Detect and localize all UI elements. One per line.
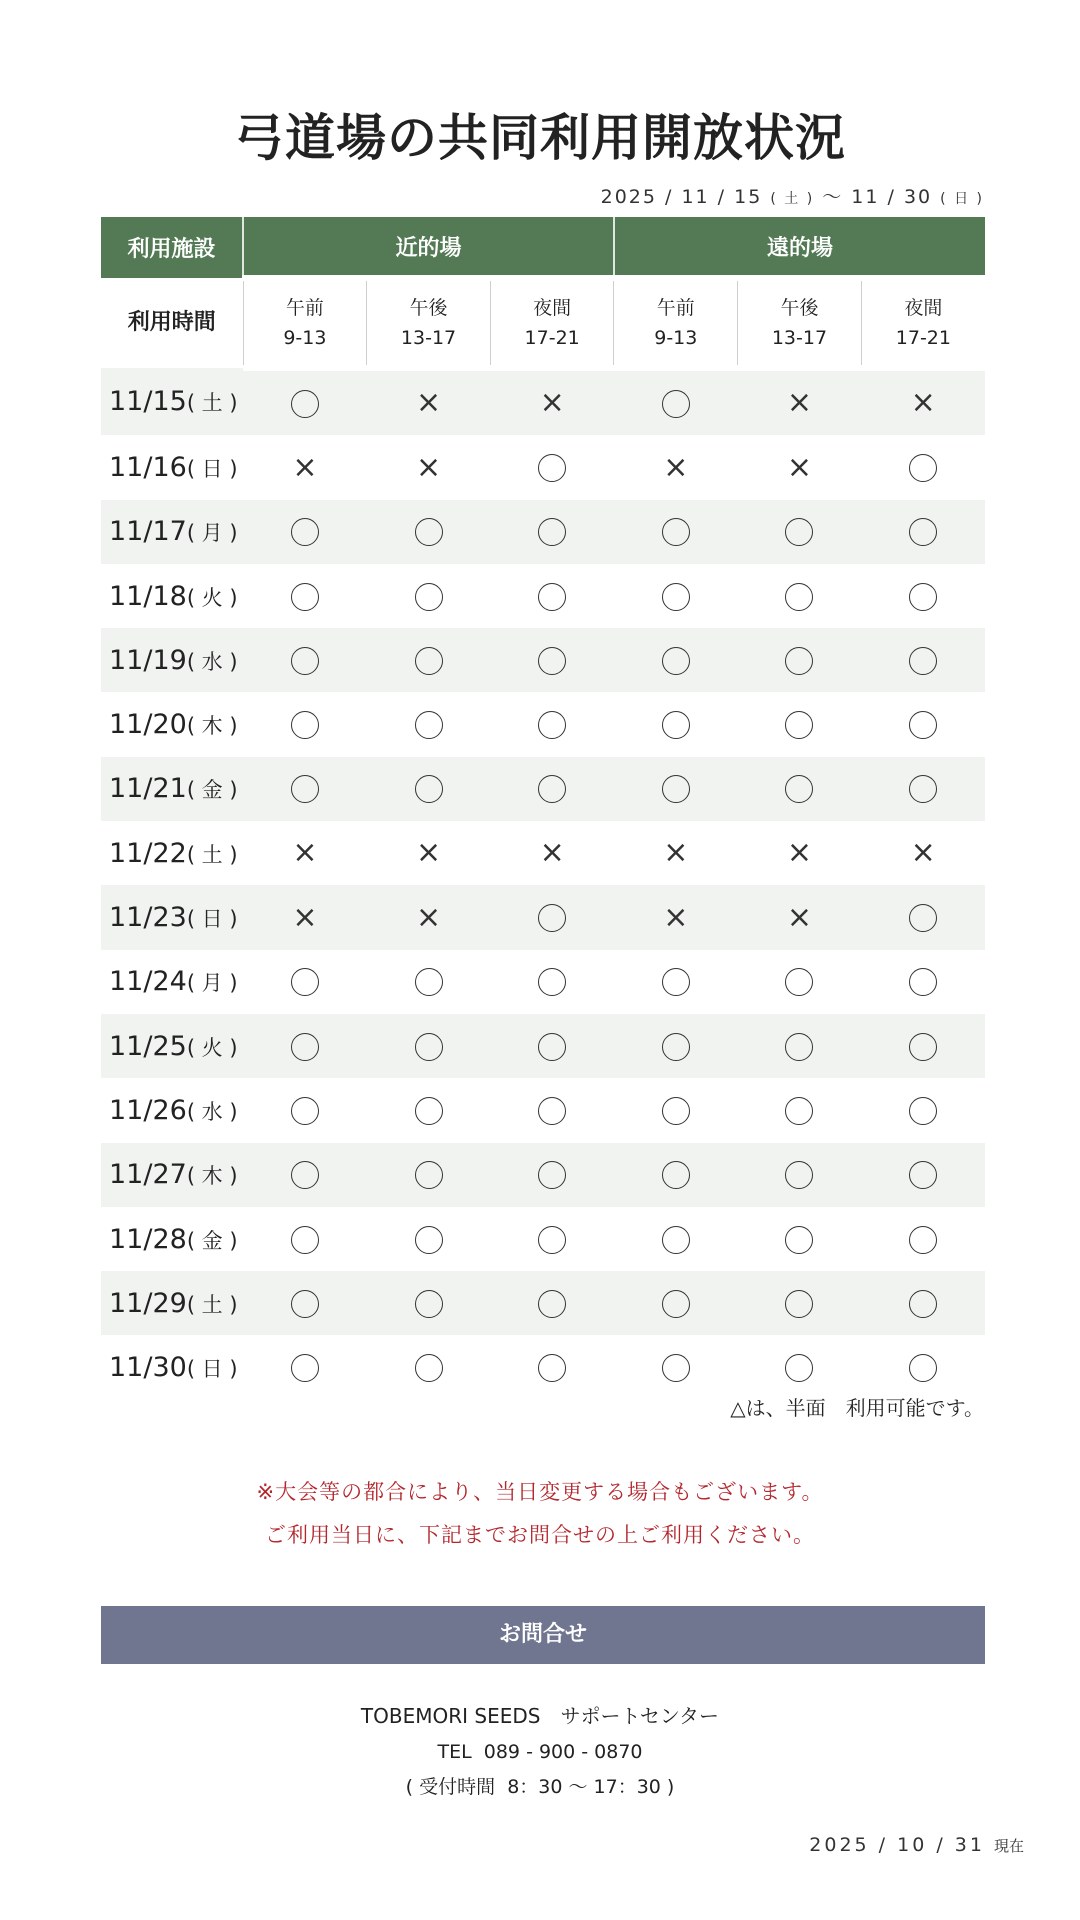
- availability-cell: [367, 435, 491, 499]
- available-mark: [291, 968, 319, 996]
- availability-cell: [861, 692, 985, 756]
- table-row: [101, 1271, 985, 1335]
- row-date: [101, 821, 243, 885]
- available-mark: [291, 583, 319, 611]
- available-mark: [909, 1226, 937, 1254]
- period-end: 11 / 30: [851, 186, 933, 208]
- available-mark: [415, 1097, 443, 1125]
- availability-cell: [490, 628, 614, 692]
- facility-header-row: [101, 217, 985, 278]
- availability-rows: [101, 368, 985, 1400]
- row-weekday: ( 金 ): [186, 1228, 238, 1253]
- available-mark: [909, 711, 937, 739]
- availability-cell: [738, 950, 862, 1014]
- availability-cell: [614, 757, 738, 821]
- availability-cell: [738, 1078, 862, 1142]
- available-mark: [662, 390, 690, 418]
- availability-cell: [490, 1335, 614, 1399]
- row-date-value: 11/29: [109, 1287, 187, 1319]
- row-date-value: 11/18: [109, 580, 187, 612]
- available-mark: [538, 1097, 566, 1125]
- available-mark: [785, 1097, 813, 1125]
- availability-cell: [490, 435, 614, 499]
- slot-hours: 9-13: [283, 327, 327, 349]
- availability-cell: [490, 757, 614, 821]
- available-mark: [415, 775, 443, 803]
- available-mark: [785, 647, 813, 675]
- table-row: [101, 1207, 985, 1271]
- availability-cell: [614, 1143, 738, 1207]
- row-weekday: ( 月 ): [186, 971, 238, 996]
- availability-cell: [490, 564, 614, 628]
- availability-cell: [861, 950, 985, 1014]
- availability-cell: [243, 564, 367, 628]
- row-date: [101, 1335, 243, 1399]
- available-mark: [291, 647, 319, 675]
- available-mark: [538, 775, 566, 803]
- available-mark: [415, 1226, 443, 1254]
- available-mark: [909, 518, 937, 546]
- availability-cell: [367, 692, 491, 756]
- availability-cell: [367, 1078, 491, 1142]
- availability-table: [101, 217, 985, 1400]
- available-mark: [538, 1033, 566, 1061]
- slot-header: [367, 278, 491, 368]
- half-court-note: △は、半面 利用可能です。: [730, 1396, 984, 1420]
- availability-cell: [614, 564, 738, 628]
- availability-cell: [243, 1335, 367, 1399]
- row-weekday: ( 水 ): [186, 649, 238, 674]
- row-date: [101, 692, 243, 756]
- availability-cell: [490, 950, 614, 1014]
- table-row: [101, 1143, 985, 1207]
- availability-cell: [738, 564, 862, 628]
- available-mark: [291, 518, 319, 546]
- available-mark: [662, 775, 690, 803]
- row-weekday: ( 木 ): [186, 1164, 238, 1189]
- availability-cell: [367, 885, 491, 949]
- slot-header: [738, 278, 862, 368]
- row-date-value: 11/20: [109, 709, 187, 741]
- period-tilde: 〜: [822, 186, 844, 208]
- available-mark: [909, 454, 937, 482]
- slot-header: [614, 278, 738, 368]
- available-mark: [785, 968, 813, 996]
- available-mark: [538, 711, 566, 739]
- available-mark: [415, 711, 443, 739]
- available-mark: [538, 968, 566, 996]
- availability-cell: [367, 628, 491, 692]
- row-date-value: 11/21: [109, 773, 187, 805]
- time-label: 利用時間: [101, 278, 243, 368]
- available-mark: [662, 1097, 690, 1125]
- row-date: [101, 757, 243, 821]
- contact-heading: お問合せ: [101, 1606, 985, 1664]
- unavailable-mark: ×: [786, 449, 813, 485]
- warning-line-1: ※大会等の都合により、当日変更する場合もございます。: [256, 1480, 824, 1504]
- availability-cell: [367, 950, 491, 1014]
- available-mark: [662, 968, 690, 996]
- availability-cell: [243, 821, 367, 885]
- row-date-value: 11/16: [109, 451, 187, 483]
- period-range: [601, 182, 984, 209]
- page-title: 弓道場の共同利用開放状況: [234, 109, 846, 167]
- availability-cell: [738, 1335, 862, 1399]
- available-mark: [662, 1226, 690, 1254]
- available-mark: [415, 1161, 443, 1189]
- availability-cell: [490, 1207, 614, 1271]
- available-mark: [538, 518, 566, 546]
- unavailable-mark: ×: [292, 835, 318, 871]
- available-mark: [538, 1354, 566, 1382]
- availability-cell: [243, 757, 367, 821]
- availability-cell: [614, 628, 738, 692]
- available-mark: [662, 583, 690, 611]
- availability-cell: [243, 885, 367, 949]
- table-row: [101, 1014, 985, 1078]
- unavailable-mark: ×: [539, 385, 565, 421]
- table-row: [101, 1078, 985, 1142]
- slot-hours: 17-21: [895, 327, 951, 349]
- availability-cell: [243, 1078, 367, 1142]
- availability-cell: [614, 1078, 738, 1142]
- unavailable-mark: ×: [539, 835, 565, 871]
- row-date: [101, 500, 243, 564]
- availability-cell: [614, 500, 738, 564]
- availability-cell: [861, 1078, 985, 1142]
- available-mark: [909, 583, 937, 611]
- availability-cell: [367, 1271, 491, 1335]
- slot-hours: 17-21: [524, 327, 580, 349]
- row-weekday: ( 日 ): [186, 456, 238, 481]
- availability-cell: [738, 885, 862, 949]
- unavailable-mark: ×: [786, 385, 813, 421]
- available-mark: [909, 904, 937, 932]
- availability-cell: [490, 821, 614, 885]
- slot-name: 午後: [409, 297, 448, 319]
- available-mark: [415, 1354, 443, 1382]
- availability-cell: [738, 1143, 862, 1207]
- row-weekday: ( 土 ): [186, 1292, 238, 1317]
- row-date: [101, 885, 243, 949]
- row-date: [101, 564, 243, 628]
- availability-cell: [861, 628, 985, 692]
- row-date-value: 11/30: [109, 1352, 187, 1384]
- unavailable-mark: ×: [910, 835, 936, 871]
- availability-cell: [861, 757, 985, 821]
- availability-cell: [614, 1271, 738, 1335]
- available-mark: [415, 1290, 443, 1318]
- availability-cell: [738, 1207, 862, 1271]
- table-row: [101, 950, 985, 1014]
- table-row: [101, 564, 985, 628]
- availability-cell: [738, 757, 862, 821]
- availability-cell: [738, 692, 862, 756]
- available-mark: [909, 775, 937, 803]
- table-row: [101, 757, 985, 821]
- available-mark: [538, 583, 566, 611]
- row-weekday: ( 火 ): [186, 585, 238, 610]
- period-end-day: ( 日 ): [940, 191, 984, 207]
- available-mark: [662, 1290, 690, 1318]
- period-start-day: ( 土 ): [770, 191, 815, 207]
- slot-hours: 13-17: [771, 327, 828, 349]
- slot-name: 夜間: [533, 297, 572, 319]
- availability-cell: [738, 1271, 862, 1335]
- table-row: [101, 821, 985, 885]
- row-date: [101, 1143, 243, 1207]
- available-mark: [291, 711, 319, 739]
- available-mark: [415, 647, 443, 675]
- availability-cell: [367, 757, 491, 821]
- row-date: [101, 1271, 243, 1335]
- availability-cell: [861, 500, 985, 564]
- row-date-value: 11/17: [109, 516, 187, 548]
- available-mark: [291, 1097, 319, 1125]
- slot-header: [861, 278, 985, 368]
- row-date-value: 11/22: [109, 837, 187, 869]
- slot-name: 午後: [780, 297, 819, 319]
- availability-cell: [738, 1014, 862, 1078]
- availability-cell: [367, 500, 491, 564]
- available-mark: [909, 1033, 937, 1061]
- row-date: [101, 435, 243, 499]
- row-weekday: ( 水 ): [186, 1099, 238, 1124]
- availability-cell: [738, 435, 862, 499]
- row-date-value: 11/27: [109, 1159, 187, 1191]
- available-mark: [909, 1161, 937, 1189]
- availability-cell: [243, 692, 367, 756]
- available-mark: [662, 518, 690, 546]
- as-of-date: [809, 1834, 1024, 1856]
- unavailable-mark: ×: [663, 835, 689, 871]
- availability-cell: [367, 821, 491, 885]
- available-mark: [538, 1226, 566, 1254]
- row-weekday: ( 土 ): [186, 391, 238, 416]
- row-date: [101, 1014, 243, 1078]
- slot-hours: 13-17: [400, 327, 457, 349]
- available-mark: [785, 775, 813, 803]
- available-mark: [785, 711, 813, 739]
- available-mark: [291, 1033, 319, 1061]
- availability-cell: [614, 885, 738, 949]
- availability-cell: [614, 1207, 738, 1271]
- availability-cell: [490, 1271, 614, 1335]
- row-date-value: 11/28: [109, 1223, 187, 1255]
- row-weekday: ( 日 ): [186, 907, 238, 932]
- table-row: [101, 692, 985, 756]
- facility-label: 利用施設: [101, 217, 243, 278]
- available-mark: [662, 1033, 690, 1061]
- available-mark: [538, 454, 566, 482]
- availability-cell: [861, 1143, 985, 1207]
- availability-cell: [861, 1271, 985, 1335]
- row-weekday: ( 月 ): [186, 521, 238, 546]
- available-mark: [909, 1290, 937, 1318]
- row-date-value: 11/15: [109, 386, 187, 418]
- availability-cell: [738, 368, 862, 435]
- contact-tel: TEL 089 - 900 - 0870: [437, 1741, 643, 1763]
- available-mark: [785, 583, 813, 611]
- availability-cell: [243, 628, 367, 692]
- availability-cell: [490, 885, 614, 949]
- available-mark: [662, 1354, 690, 1382]
- available-mark: [415, 968, 443, 996]
- slot-name: 午前: [285, 297, 324, 319]
- available-mark: [291, 775, 319, 803]
- availability-cell: [738, 500, 862, 564]
- availability-cell: [614, 950, 738, 1014]
- available-mark: [291, 1161, 319, 1189]
- facility-far-range: 遠的場: [614, 217, 985, 278]
- availability-cell: [490, 1014, 614, 1078]
- row-weekday: ( 金 ): [186, 778, 238, 803]
- unavailable-mark: ×: [292, 449, 318, 485]
- availability-cell: [614, 1014, 738, 1078]
- slot-header: [243, 278, 367, 368]
- availability-cell: [243, 1143, 367, 1207]
- time-header-row: [101, 278, 985, 368]
- available-mark: [291, 390, 319, 418]
- availability-cell: [367, 1207, 491, 1271]
- unavailable-mark: ×: [910, 385, 936, 421]
- availability-cell: [243, 950, 367, 1014]
- unavailable-mark: ×: [786, 835, 813, 871]
- availability-cell: [367, 1335, 491, 1399]
- warning-line-2: ご利用当日に、下記までお問合せの上ご利用ください。: [265, 1523, 815, 1547]
- availability-cell: [243, 435, 367, 499]
- slot-name: 午前: [656, 297, 695, 319]
- availability-cell: [490, 1143, 614, 1207]
- available-mark: [785, 1033, 813, 1061]
- available-mark: [538, 1290, 566, 1318]
- availability-cell: [861, 885, 985, 949]
- table-row: [101, 628, 985, 692]
- unavailable-mark: ×: [415, 449, 442, 485]
- availability-cell: [738, 821, 862, 885]
- availability-cell: [367, 368, 491, 435]
- unavailable-mark: ×: [292, 899, 318, 935]
- table-row: [101, 1335, 985, 1399]
- unavailable-mark: ×: [415, 385, 442, 421]
- availability-cell: [614, 435, 738, 499]
- available-mark: [291, 1290, 319, 1318]
- availability-cell: [367, 564, 491, 628]
- as-of-suffix: 現在: [993, 1837, 1024, 1855]
- availability-cell: [614, 821, 738, 885]
- row-date: [101, 1078, 243, 1142]
- unavailable-mark: ×: [786, 899, 813, 935]
- available-mark: [785, 1161, 813, 1189]
- as-of-value: 2025 / 10 / 31: [809, 1834, 985, 1856]
- row-date: [101, 1207, 243, 1271]
- availability-cell: [614, 368, 738, 435]
- available-mark: [909, 647, 937, 675]
- availability-cell: [490, 500, 614, 564]
- row-weekday: ( 日 ): [186, 1357, 238, 1382]
- available-mark: [785, 1290, 813, 1318]
- availability-cell: [367, 1014, 491, 1078]
- row-weekday: ( 木 ): [186, 714, 238, 739]
- availability-cell: [243, 500, 367, 564]
- unavailable-mark: ×: [663, 449, 689, 485]
- available-mark: [415, 518, 443, 546]
- row-date: [101, 950, 243, 1014]
- availability-cell: [243, 1014, 367, 1078]
- availability-cell: [861, 1014, 985, 1078]
- available-mark: [909, 968, 937, 996]
- availability-cell: [738, 628, 862, 692]
- slot-name: 夜間: [904, 297, 943, 319]
- row-date-value: 11/24: [109, 966, 187, 998]
- contact-hours: ( 受付時間 8：30 〜 17：30 ): [405, 1776, 675, 1798]
- available-mark: [415, 583, 443, 611]
- row-weekday: ( 火 ): [186, 1035, 238, 1060]
- available-mark: [415, 1033, 443, 1061]
- unavailable-mark: ×: [415, 835, 442, 871]
- available-mark: [785, 518, 813, 546]
- available-mark: [662, 711, 690, 739]
- available-mark: [662, 647, 690, 675]
- table-row: [101, 500, 985, 564]
- availability-cell: [614, 1335, 738, 1399]
- table-row: [101, 885, 985, 949]
- available-mark: [291, 1226, 319, 1254]
- available-mark: [662, 1161, 690, 1189]
- row-date: [101, 368, 243, 435]
- availability-cell: [490, 1078, 614, 1142]
- availability-cell: [243, 1207, 367, 1271]
- availability-cell: [861, 435, 985, 499]
- facility-near-range: 近的場: [243, 217, 614, 278]
- period-start: 2025 / 11 / 15: [600, 186, 763, 208]
- table-row: [101, 368, 985, 435]
- available-mark: [538, 1161, 566, 1189]
- availability-cell: [861, 564, 985, 628]
- availability-cell: [490, 368, 614, 435]
- available-mark: [909, 1097, 937, 1125]
- availability-cell: [614, 692, 738, 756]
- row-date-value: 11/25: [109, 1030, 187, 1062]
- availability-cell: [243, 368, 367, 435]
- available-mark: [785, 1226, 813, 1254]
- row-date-value: 11/26: [109, 1094, 187, 1126]
- available-mark: [785, 1354, 813, 1382]
- available-mark: [909, 1354, 937, 1382]
- unavailable-mark: ×: [415, 899, 442, 935]
- availability-cell: [861, 368, 985, 435]
- availability-cell: [243, 1271, 367, 1335]
- availability-cell: [861, 1335, 985, 1399]
- availability-cell: [490, 692, 614, 756]
- slot-hours: 9-13: [654, 327, 698, 349]
- available-mark: [538, 647, 566, 675]
- row-date-value: 11/23: [109, 902, 187, 934]
- availability-cell: [861, 821, 985, 885]
- slot-header: [490, 278, 614, 368]
- available-mark: [291, 1354, 319, 1382]
- row-weekday: ( 土 ): [186, 842, 238, 867]
- available-mark: [538, 904, 566, 932]
- row-date-value: 11/19: [109, 644, 187, 676]
- unavailable-mark: ×: [663, 899, 689, 935]
- row-date: [101, 628, 243, 692]
- availability-cell: [861, 1207, 985, 1271]
- availability-cell: [367, 1143, 491, 1207]
- table-row: [101, 435, 985, 499]
- contact-org: TOBEMORI SEEDS サポートセンター: [360, 1704, 720, 1728]
